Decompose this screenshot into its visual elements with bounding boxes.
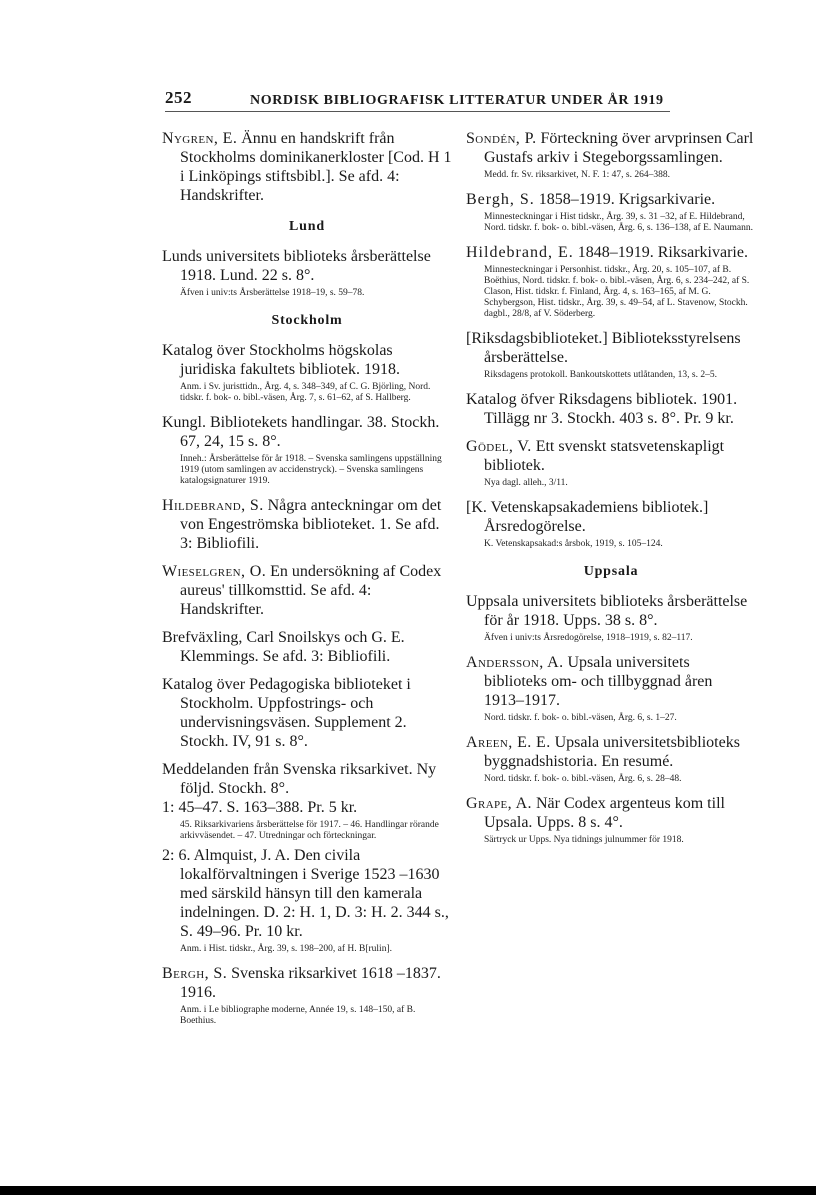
entry-note: Anm. i Le bibliographe moderne, Année 19, s. 148–150, af B. Boethius. (180, 1005, 416, 1026)
entry (466, 437, 756, 489)
entry-text: Upsala universitets biblioteks om- och tillbyggnad åren 1913–1917. (484, 654, 713, 709)
entry-author: Nygren, E. (162, 130, 238, 147)
entry-text: Brefväxling, Carl Snoilskys och G. E. Klemmings. Se afd. 3: Bibliofili. (162, 629, 405, 665)
entry-note: Särtryck ur Upps. Nya tidnings julnummer för 1918. (484, 835, 684, 845)
entry-author: Bergh, S. (162, 965, 228, 982)
entry-note: Minnesteckningar i Hist tidskr., Årg. 39, s. 31 –32, af E. Hildebrand, Nord. tidskr. f. bok- o. bibl.-väsen, Årg. 6, s. 136–138, af E. Naumann. (484, 212, 753, 233)
entry-text: Ännu en handskrift från Stockholms dominikanerkloster [Cod. H 1 i Linköpings stiftsbibl.]. Se afd. 4: Handskrifter. (180, 130, 452, 204)
entry-author: Hildebrand, S. (162, 497, 264, 514)
entry (466, 592, 756, 644)
entry-text: Förteckning över arvprinsen Carl Gustafs arkiv i Stegeborgssamlingen. (484, 130, 754, 166)
entry-author: Hildebrand, E. (466, 244, 574, 261)
entry-author: Wieselgren, O. (162, 563, 267, 580)
entry-text: Några anteckningar om det von Engeströmska biblioteket. 1. Se afd. 3: Bibliofili. (180, 497, 442, 552)
entry-text: Katalog öfver Riksdagens bibliotek. 1901. Tillägg nr 3. Stockh. 403 s. 8°. Pr. 9 kr. (466, 391, 738, 427)
entry-text: Uppsala universitets biblioteks årsberättelse för år 1918. Upps. 38 s. 8°. (466, 593, 748, 629)
right-column (466, 129, 756, 855)
entry (162, 341, 452, 404)
entry-text: 1858–1919. Krigsarkivarie. (538, 191, 716, 208)
entry-subline: 2: 6. Almquist, J. A. Den civila lokalförvaltningen i Sverige 1523 –1630 med särskild hänsyn till den kamerala indelningen. D. 2: H. 1, D. 3: H. 2. 344 s., S. 49–96. Pr. 10 kr. (162, 847, 449, 940)
entry-author: Areen, E. E. (466, 734, 551, 751)
entry (162, 760, 452, 955)
entry-text: Upsala universitetsbiblioteks byggnadshistoria. En resumé. (484, 734, 740, 770)
entry (466, 653, 756, 724)
entry (162, 628, 452, 666)
entry-note: Minnesteckningar i Personhist. tidskr., Årg. 20, s. 105–107, af B. Boëthius, Nord. tidskr. f. bok- o. bibl.-väsen, Årg. 6, s. 234–242, af S. Clason, Hist. tidskr. f. Finland, Årg. 4, s. 163–165, af M. G. Schybergson, Hist. tidskr., Årg. 39, s. 49–54, af L. Stavenow, Stockh. dagbl., 28/8, af V. Söderberg. (484, 265, 750, 319)
entry (466, 190, 756, 234)
entry-text: 1848–1919. Riksarkivarie. (577, 244, 748, 261)
entry (466, 243, 756, 320)
page-number: 252 (165, 88, 192, 107)
entry (162, 129, 452, 205)
entry-note: 45. Riksarkivariens årsberättelse för 1917. – 46. Handlingar rörande arkivväsendet. – 47. Utredningar och förteckningar. (180, 820, 439, 841)
entry-note: Nord. tidskr. f. bok- o. bibl.-väsen, Årg. 6, s. 28–48. (484, 774, 682, 784)
entry (466, 733, 756, 785)
entry-note: Nord. tidskr. f. bok- o. bibl.-väsen, Årg. 6, s. 1–27. (484, 713, 677, 723)
entry (466, 329, 756, 381)
entry (162, 496, 452, 553)
entry-subline: 1: 45–47. S. 163–388. Pr. 5 kr. (162, 799, 358, 816)
entry-note: Anm. i Hist. tidskr., Årg. 39, s. 198–200, af H. B[rulin]. (180, 944, 392, 954)
entry (162, 562, 452, 619)
entry-author: Bergh, S. (466, 191, 535, 208)
entry-text: [Riksdagsbiblioteket.] Biblioteksstyrelsens årsberättelse. (466, 330, 741, 366)
entry-text: Katalog över Pedagogiska biblioteket i Stockholm. Uppfostrings- och undervisningsväsen. Supplement 2. Stockh. IV, 91 s. 8°. (162, 676, 411, 750)
entry-text: Kungl. Bibliotekets handlingar. 38. Stockh. 67, 24, 15 s. 8°. (162, 414, 440, 450)
entry-text: Katalog över Stockholms högskolas juridiska fakultets bibliotek. 1918. (162, 342, 400, 378)
entry-note: Anm. i Sv. juristtidn., Årg. 4, s. 348–349, af C. G. Björling, Nord. tidskr. f. bok- o. bibl.-väsen, Årg. 7, s. 61–62, af S. Hallberg. (180, 382, 431, 403)
entry-text: Meddelanden från Svenska riksarkivet. Ny följd. Stockh. 8°. (162, 761, 437, 797)
entry-note: Inneh.: Årsberättelse för år 1918. – Svenska samlingens uppställning 1919 (utom samlingen av accidenstryck). – Svenska samlingens katalogsignaturer 1919. (180, 454, 442, 486)
entry (466, 794, 756, 846)
section-heading-uppsala: Uppsala (583, 564, 639, 579)
entry (466, 498, 756, 550)
running-title: NORDISK BIBLIOGRAFISK LITTERATUR UNDER ÅR 1919 (250, 93, 664, 108)
entry-note: Äfven i univ:ts Årsberättelse 1918–19, s. 59–78. (180, 288, 365, 298)
entry-text: [K. Vetenskapsakademiens bibliotek.] Årsredogörelse. (466, 499, 709, 535)
entry (466, 390, 756, 428)
entry-note: K. Vetenskapsakad:s årsbok, 1919, s. 105–124. (484, 539, 663, 549)
entry-text: Ett svenskt statsvetenskapligt bibliotek. (484, 438, 725, 474)
entry-note: Riksdagens protokoll. Bankoutskottets utlåtanden, 13, s. 2–5. (484, 370, 717, 380)
section-heading-stockholm: Stockholm (271, 313, 343, 328)
entry-note: Äfven i univ:ts Årsredogörelse, 1918–1919, s. 82–117. (484, 633, 693, 643)
entry-author: Gödel, V. (466, 438, 532, 455)
entry-text: När Codex argenteus kom till Upsala. Upps. 8 s. 4°. (484, 795, 725, 831)
entry-text: Lunds universitets biblioteks årsberättelse 1918. Lund. 22 s. 8°. (162, 248, 431, 284)
entry-author: Grape, A. (466, 795, 532, 812)
header-rule (165, 111, 670, 112)
left-column (162, 129, 452, 1036)
entry-author: Andersson, A. (466, 654, 564, 671)
entry-text: Svenska riksarkivet 1618 –1837. 1916. (180, 965, 441, 1001)
scan-edge-bar (0, 1186, 816, 1195)
entry (162, 675, 452, 751)
entry (162, 247, 452, 299)
section-heading-lund: Lund (289, 219, 325, 234)
entry (466, 129, 756, 181)
entry-note: Nya dagl. alleh., 3/11. (484, 478, 568, 488)
entry (162, 413, 452, 487)
entry-note: Medd. fr. Sv. riksarkivet, N. F. 1: 47, s. 264–388. (484, 170, 670, 180)
entry-text: En undersökning af Codex aureus' tillkomsttid. Se afd. 4: Handskrifter. (180, 563, 442, 618)
entry (162, 964, 452, 1027)
entry-author: Sondén, P. (466, 130, 537, 147)
